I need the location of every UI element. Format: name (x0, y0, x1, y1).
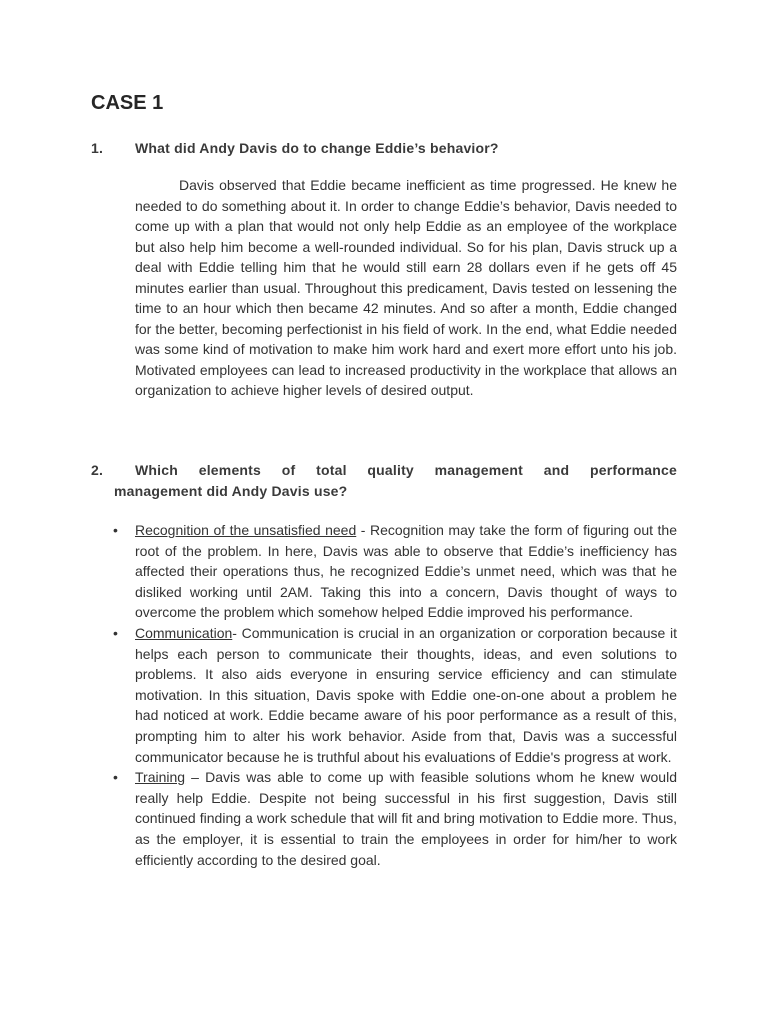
bullet-icon: • (113, 624, 118, 641)
question-text: What did Andy Davis do to change Eddie’s behavior? (135, 140, 499, 156)
bullet-text: - Recognition may take the form of figuring out the root of the problem. In here, Davis was able to observe that Eddie’s inefficiency has affected their operations thus, he recognized Eddie’s unmet need, which was that he disliked working until 2AM. Taking this into a concern, Davis thought of ways to overcome the problem which somehow helped Eddie improved his performance. (135, 522, 677, 621)
question-text-line-1: Which elements of total quality management and performance (135, 462, 677, 478)
bullet-text: – Davis was able to come up with feasible solutions whom he knew would really help Eddie. Despite not being successful in his first suggestion, Davis still continued finding a work schedule that will fit and bring motivation to Eddie more. Thus, as the employer, it is essential to train the employees in order for him/her to work efficiently according to the desired goal. (135, 769, 677, 868)
bullet-term: Recognition of the unsatisfied need (135, 522, 357, 538)
list-item (113, 623, 677, 767)
question-number: 2. (91, 462, 104, 478)
question-number: 1. (91, 140, 104, 156)
bullet-text: - Communication is crucial in an organization or corporation because it helps each person to communicate their thoughts, ideas, and even solutions to problems. It also aids everyone in ensuring service efficiency and can stimulate motivation. In this situation, Davis spoke with Eddie one-on-one about a problem he had noticed at work. Eddie became aware of his poor performance as a result of this, prompting him to alter his work behavior. Aside from that, Davis was a successful communicator because he is truthful about his evaluations of Eddie's progress at work. (135, 624, 677, 765)
case-title: CASE 1 (91, 92, 164, 114)
list-item (113, 767, 677, 870)
bullet-icon: • (113, 522, 118, 538)
list-item (113, 520, 677, 623)
answer-paragraph: Davis observed that Eddie became inefficient as time progressed. He knew he needed to do something about it. In order to change Eddie’s behavior, Davis needed to come up with a plan that would not only help Eddie as an employee of the workplace but also help him become a well-rounded individual. So for his plan, Davis struck up a deal with Eddie telling him that he would still earn 28 dollars even if he gets off 45 minutes earlier than usual. Throughout this predicament, Davis tested on lessening the time to an hour which then became 42 minutes. And so after a month, Eddie changed for the better, becoming perfectionist in his field of work. In the end, what Eddie needed was some kind of motivation to make him work hard and exert more effort unto his job. Motivated employees can lead to increased productivity in the workplace that allows an organization to achieve higher levels of desired output. (135, 177, 677, 398)
question-text-line-2: management did Andy Davis use? (114, 483, 348, 499)
bullet-icon: • (113, 769, 118, 786)
question-1 (91, 138, 677, 159)
bullet-term: Training (135, 769, 186, 786)
bullet-term: Communication (135, 624, 233, 641)
elements-list (113, 520, 677, 870)
question-2 (91, 460, 677, 502)
